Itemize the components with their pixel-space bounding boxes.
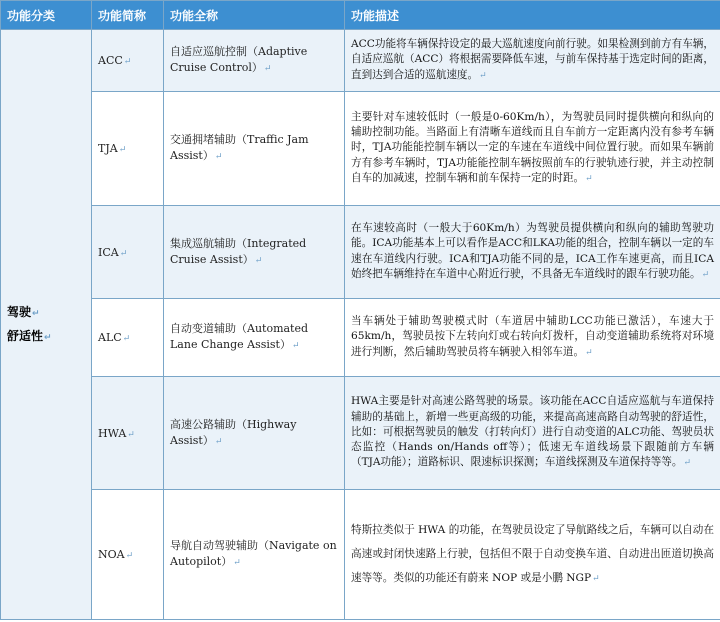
- return-mark-icon: ↵: [263, 64, 272, 74]
- return-mark-icon: ↵: [123, 57, 132, 67]
- abbr-cell: ICA↵: [92, 206, 164, 299]
- header-fullname: 功能全称: [164, 1, 345, 30]
- fullname-cell: 导航自动驾驶辅助（Navigate on Autopilot）↵: [164, 490, 345, 620]
- fullname-cell: 集成巡航辅助（Integrated Cruise Assist）↵: [164, 206, 345, 299]
- return-mark-icon: ↵: [585, 173, 593, 184]
- fullname-cell: 交通拥堵辅助（Traffic Jam Assist）↵: [164, 92, 345, 206]
- return-mark-icon: ↵: [214, 152, 223, 162]
- return-mark-icon: ↵: [214, 436, 223, 447]
- table-row: [1, 377, 720, 490]
- return-mark-icon: ↵: [701, 269, 710, 280]
- fullname-cell: 自适应巡航控制（Adaptive Cruise Control）↵: [164, 30, 345, 92]
- category-line1: 驾驶: [7, 304, 32, 319]
- description-cell: 主要针对车速较低时（一般是0-60Km/h），为驾驶员同时提供横向和纵向的辅助控制功能。当路面上有清晰车道线而且自车前方一定距离内没有参考车辆时，TJA功能能控制车辆以一定的车速在车道线中间位置行驶。而如果车辆前方有参考车辆时，TJA功能能控制车辆按照前车的行驶轨迹行驶，并主动控制自车的加减速，控制车辆和前车保持一定的时距。↵: [345, 92, 720, 206]
- description-cell: HWA主要是针对高速公路驾驶的场景。该功能在ACC自适应巡航与车道保持辅助的基础上，新增一些更高级的功能，来提高高速高路自动驾驶的舒适性，比如：可根据驾驶员的触发（打转向灯）进行自动变道的ALC功能、驾驶员状态监控（Hands on/Hands off等）；低速无车道线场景下跟随前方车辆（TJA功能）；道路标识、限速标识探测；车道线探测及车道保持等等。↵: [345, 377, 720, 490]
- return-mark-icon: ↵: [291, 341, 300, 351]
- fullname-cell: 高速公路辅助（Highway Assist）↵: [164, 377, 345, 490]
- return-mark-icon: ↵: [119, 248, 128, 259]
- description-cell: ACC功能将车辆保持设定的最大巡航速度向前行驶。如果检测到前方有车辆，自适应巡航（ACC）将根据需要降低车速，与前车保持基于选定时间的距离，直到达到合适的巡航速度。↵: [345, 30, 720, 92]
- header-abbr: 功能简称: [92, 1, 164, 30]
- fullname-cell: 自动变道辅助（Automated Lane Change Assist）↵: [164, 299, 345, 377]
- table-row: [1, 490, 720, 620]
- return-mark-icon: ↵: [118, 145, 127, 155]
- description-cell: 在车速较高时（一般大于60Km/h）为驾驶员提供横向和纵向的辅助驾驶功能。ICA功能基本上可以看作是ACC和LKA功能的组合，控制车辆以一定的车速在车道线内行驶。ICA和TJA功能不同的是，ICA工作车速更高，而且ICA始终把车辆维持在车道中心附近行驶，不具备无车道线时的跟车行驶功能。↵: [345, 206, 720, 299]
- return-mark-icon: ↵: [127, 429, 135, 440]
- abbr-cell: ACC↵: [92, 30, 164, 92]
- return-mark-icon: ↵: [125, 551, 134, 561]
- category-cell: [1, 30, 92, 620]
- abbr-cell: NOA↵: [92, 490, 164, 620]
- return-mark-icon: ↵: [233, 558, 241, 568]
- category-line2: 舒适性: [7, 328, 44, 343]
- abbr-cell: HWA↵: [92, 377, 164, 490]
- abbr-cell: TJA↵: [92, 92, 164, 206]
- description-cell: 特斯拉类似于 HWA 的功能，在驾驶员设定了导航路线之后，车辆可以自动在高速或封闭快速路上行驶，包括但不限于自动变换车道、自动进出匝道切换高速等等。类似的功能还有蔚来 NOP 或是小鹏 NGP↵: [345, 490, 720, 620]
- header-row: [1, 1, 720, 30]
- header-category: 功能分类: [1, 1, 92, 30]
- return-mark-icon: ↵: [479, 70, 487, 81]
- table-row: [1, 206, 720, 299]
- return-mark-icon: ↵: [32, 308, 40, 319]
- return-mark-icon: ↵: [592, 574, 600, 584]
- table-row: [1, 92, 720, 206]
- return-mark-icon: ↵: [254, 255, 263, 266]
- table-row: [1, 30, 720, 92]
- return-mark-icon: ↵: [44, 332, 52, 343]
- abbr-cell: ALC↵: [92, 299, 164, 377]
- description-cell: 当车辆处于辅助驾驶模式时（车道居中辅助LCC功能已激活），车速大于65km/h，驾驶员按下左转向灯或右转向灯拨杆，自动变道辅助系统将对环境进行判断，然后辅助驾驶员将车辆驶入相邻车道。↵: [345, 299, 720, 377]
- return-mark-icon: ↵: [683, 458, 692, 469]
- table-row: [1, 299, 720, 377]
- return-mark-icon: ↵: [585, 347, 593, 358]
- header-description: 功能描述: [345, 1, 720, 30]
- return-mark-icon: ↵: [122, 334, 131, 344]
